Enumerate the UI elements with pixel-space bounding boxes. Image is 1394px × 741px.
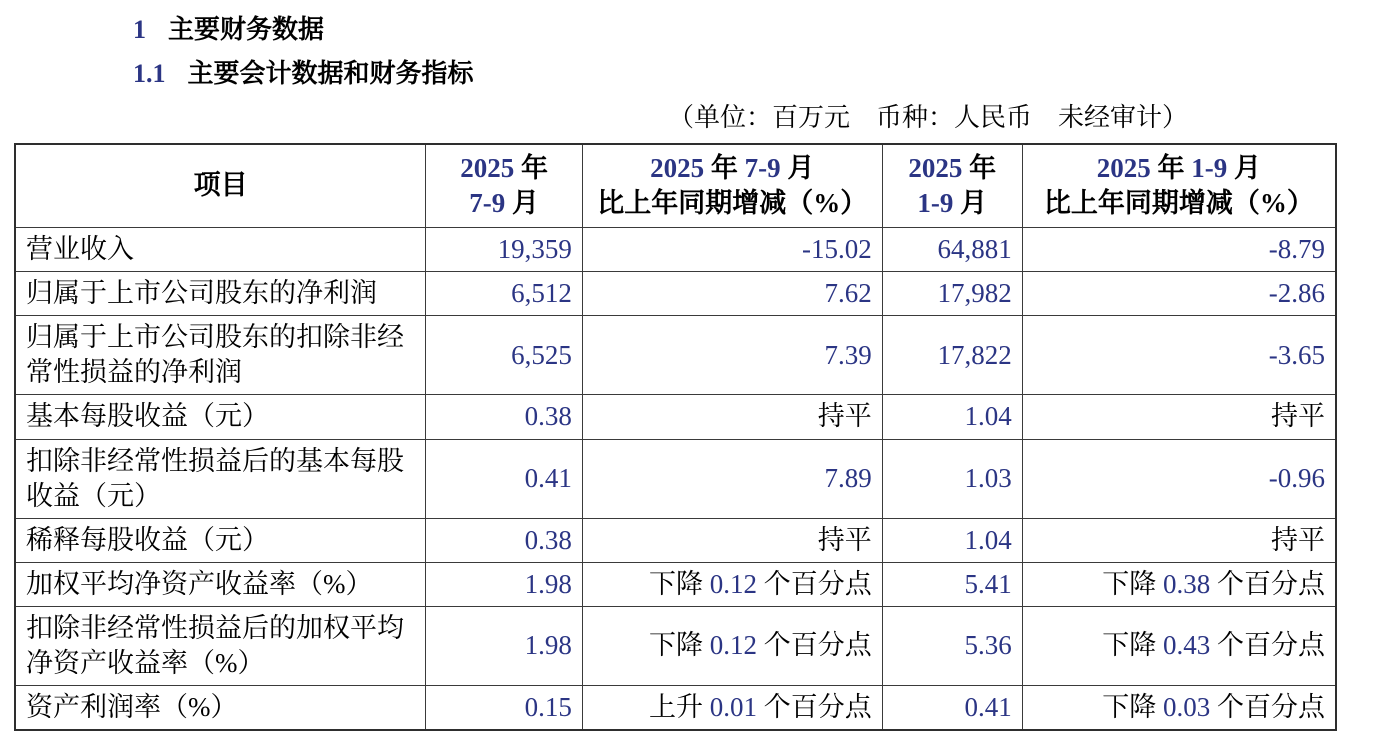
table-row <box>15 395 1336 439</box>
cell-5-q3-2025: 0.38 <box>426 518 583 562</box>
col-header-q3-2025: 2025 年 7-9 月 <box>426 144 583 228</box>
cell-4-ytd-2025: 1.03 <box>882 439 1022 518</box>
cell-2-ytd-2025: 17,822 <box>882 316 1022 395</box>
cell-5-item: 稀释每股收益（元） <box>15 518 426 562</box>
cell-8-item: 资产利润率（%） <box>15 686 426 731</box>
cell-7-q3-2025: 1.98 <box>426 606 583 685</box>
cell-1-ytd-yoy: -2.86 <box>1022 272 1336 316</box>
subsection-title: 主要会计数据和财务指标 <box>187 58 474 88</box>
cell-8-ytd-2025: 0.41 <box>882 686 1022 731</box>
cell-0-ytd-yoy: -8.79 <box>1022 228 1336 272</box>
cell-1-ytd-2025: 17,982 <box>882 272 1022 316</box>
cell-6-item: 加权平均净资产收益率（%） <box>15 562 426 606</box>
table-row <box>15 272 1336 316</box>
cell-1-q3-2025: 6,512 <box>426 272 583 316</box>
cell-2-item: 归属于上市公司股东的扣除非经常性损益的净利润 <box>15 316 426 395</box>
table-row <box>15 606 1336 685</box>
cell-0-q3-2025: 19,359 <box>426 228 583 272</box>
cell-2-ytd-yoy: -3.65 <box>1022 316 1336 395</box>
cell-5-ytd-2025: 1.04 <box>882 518 1022 562</box>
subsection-heading <box>0 47 1394 91</box>
cell-6-q3-2025: 1.98 <box>426 562 583 606</box>
cell-8-ytd-yoy: 下降 0.03 个百分点 <box>1022 686 1336 731</box>
cell-7-q3-yoy: 下降 0.12 个百分点 <box>582 606 882 685</box>
cell-5-ytd-yoy: 持平 <box>1022 518 1336 562</box>
cell-4-q3-yoy: 7.89 <box>582 439 882 518</box>
table-body <box>15 228 1336 731</box>
col-header-ytd-yoy: 2025 年 1-9 月 比上年同期增减（%） <box>1022 144 1336 228</box>
cell-5-q3-yoy: 持平 <box>582 518 882 562</box>
cell-6-q3-yoy: 下降 0.12 个百分点 <box>582 562 882 606</box>
table-row <box>15 686 1336 731</box>
cell-8-q3-2025: 0.15 <box>426 686 583 731</box>
cell-0-q3-yoy: -15.02 <box>582 228 882 272</box>
cell-0-item: 营业收入 <box>15 228 426 272</box>
col-header-item: 项目 <box>15 144 426 228</box>
col-header-q3-yoy: 2025 年 7-9 月 比上年同期增减（%） <box>582 144 882 228</box>
cell-0-ytd-2025: 64,881 <box>882 228 1022 272</box>
cell-7-item: 扣除非经常性损益后的加权平均净资产收益率（%） <box>15 606 426 685</box>
unit-currency-note: （单位：百万元 币种：人民币 未经审计） <box>668 103 1189 132</box>
key-financial-data-table <box>14 143 1337 731</box>
cell-6-ytd-2025: 5.41 <box>882 562 1022 606</box>
cell-1-item: 归属于上市公司股东的净利润 <box>15 272 426 316</box>
section-title: 主要财务数据 <box>168 15 325 44</box>
cell-3-q3-2025: 0.38 <box>426 395 583 439</box>
cell-3-q3-yoy: 持平 <box>582 395 882 439</box>
header-row <box>15 144 1336 228</box>
table-header <box>15 144 1336 228</box>
table-row <box>15 439 1336 518</box>
cell-4-ytd-yoy: -0.96 <box>1022 439 1336 518</box>
subsection-number: 1.1 <box>133 58 166 88</box>
section-heading <box>0 0 1394 47</box>
cell-3-item: 基本每股收益（元） <box>15 395 426 439</box>
cell-1-q3-yoy: 7.62 <box>582 272 882 316</box>
cell-4-item: 扣除非经常性损益后的基本每股收益（元） <box>15 439 426 518</box>
cell-7-ytd-2025: 5.36 <box>882 606 1022 685</box>
cell-8-q3-yoy: 上升 0.01 个百分点 <box>582 686 882 731</box>
cell-3-ytd-2025: 1.04 <box>882 395 1022 439</box>
cell-7-ytd-yoy: 下降 0.43 个百分点 <box>1022 606 1336 685</box>
table-row <box>15 518 1336 562</box>
table-row <box>15 562 1336 606</box>
cell-6-ytd-yoy: 下降 0.38 个百分点 <box>1022 562 1336 606</box>
cell-4-q3-2025: 0.41 <box>426 439 583 518</box>
col-header-ytd-2025: 2025 年 1-9 月 <box>882 144 1022 228</box>
section-number: 1 <box>133 15 146 44</box>
table-row <box>15 228 1336 272</box>
cell-2-q3-yoy: 7.39 <box>582 316 882 395</box>
cell-3-ytd-yoy: 持平 <box>1022 395 1336 439</box>
cell-2-q3-2025: 6,525 <box>426 316 583 395</box>
table-row <box>15 316 1336 395</box>
